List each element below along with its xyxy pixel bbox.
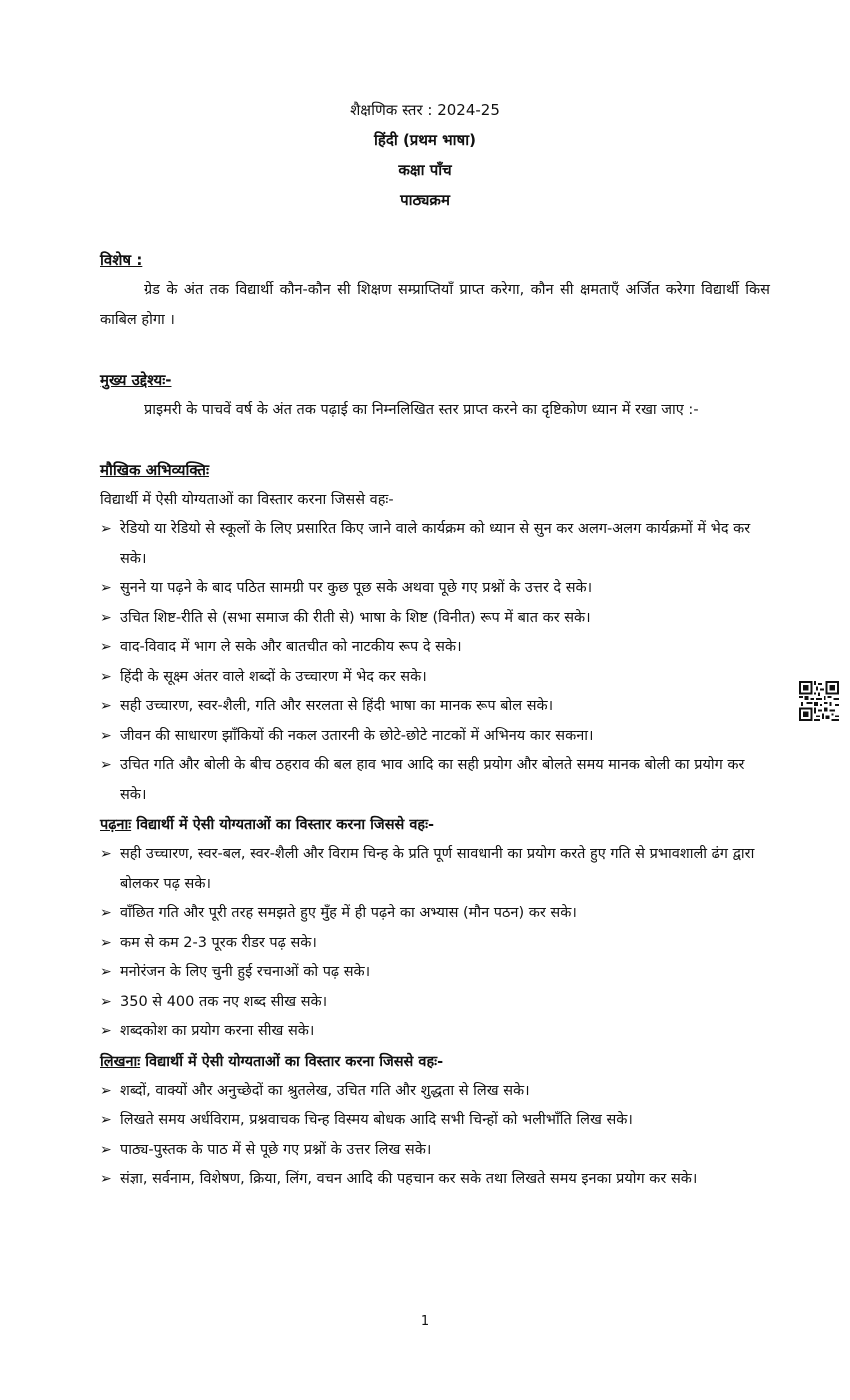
oral-list-item: [100, 751, 770, 810]
arrow-bullet-icon: ➢: [100, 609, 112, 626]
arrow-bullet-icon: ➢: [100, 1171, 112, 1187]
reading-list-item: [100, 929, 770, 959]
arrow-bullet-icon: ➢: [100, 1141, 112, 1158]
syllabus-title: पाठ्यक्रम: [400, 191, 450, 209]
reading-list-item: [100, 899, 770, 929]
writing-list-item: [100, 1077, 770, 1107]
writing-list-item: [100, 1165, 770, 1195]
subject-title: हिंदी (प्रथम भाषा): [374, 131, 476, 149]
reading-item-text: 350 से 400 तक नए शब्द सीख सके।: [120, 993, 328, 1010]
oral-list-item: [100, 692, 770, 722]
special-text: ग्रेड के अंत तक विद्यार्थी कौन-कौन सी शिक्षण सम्प्राप्तियाँ प्राप्त करेगा, कौन सी क्षमताएँ अर्जित करेगा विद्यार्थी किस काबिल होगा ।: [100, 282, 770, 328]
arrow-bullet-icon: ➢: [100, 580, 112, 596]
objective-text: प्राइमरी के पाचवें वर्ष के अंत तक पढ़ाई का निम्नलिखित स्तर प्राप्त करने का दृष्टिकोण ध्यान में रखा जाए :-: [144, 402, 699, 418]
oral-list-item: [100, 574, 770, 604]
oral-list-item: [100, 633, 770, 663]
reading-list-item: [100, 840, 770, 899]
reading-intro: विद्यार्थी में ऐसी योग्यताओं का विस्तार करना जिससे वहः-: [136, 817, 435, 833]
oral-item-text: रेडियो या रेडियो से स्कूलों के लिए प्रसारित किए जाने वाले कार्यक्रम को ध्यान से सुन कर अलग-अलग कार्यक्रमों में भेद कर सके।: [120, 521, 751, 567]
oral-list: [100, 515, 770, 810]
oral-item-text: वाद-विवाद में भाग ले सके और बातचीत को नाटकीय रूप दे सके।: [120, 639, 462, 655]
writing-heading: लिखनाः: [100, 1053, 141, 1070]
arrow-bullet-icon: ➢: [100, 964, 112, 980]
reading-heading: पढ़नाः: [100, 817, 132, 833]
oral-intro: विद्यार्थी में ऐसी योग्यताओं का विस्तार करना जिससे वहः-: [100, 492, 394, 508]
arrow-bullet-icon: ➢: [100, 521, 112, 537]
arrow-bullet-icon: ➢: [100, 757, 112, 773]
oral-list-item: [100, 663, 770, 693]
page-number: 1: [420, 1314, 430, 1329]
oral-list-item: [100, 722, 770, 752]
reading-item-text: कम से कम 2-3 पूरक रीडर पढ़ सके।: [120, 934, 317, 951]
arrow-bullet-icon: ➢: [100, 846, 112, 862]
oral-item-text: सही उच्चारण, स्वर-शैली, गति और सरलता से हिंदी भाषा का मानक रूप बोल सके।: [120, 698, 554, 714]
reading-heading-line: [100, 810, 770, 840]
objective-heading: मुख्य उद्देश्यः-: [100, 371, 172, 389]
document-header: [0, 95, 850, 215]
writing-item-text: लिखते समय अर्धविराम, प्रश्नवाचक चिन्ह विस्मय बोधक आदि सभी चिन्हों को भलीभाँति लिख सके।: [120, 1112, 633, 1128]
writing-intro: विद्यार्थी में ऐसी योग्यताओं का विस्तार करना जिससे वहः-: [145, 1053, 444, 1070]
class-title: कक्षा पाँच: [398, 161, 452, 179]
reading-item-text: वाँछित गति और पूरी तरह समझते हुए मुँह में ही पढ़ने का अभ्यास (मौन पठन) कर सके।: [120, 905, 577, 921]
special-heading: विशेष :: [100, 251, 143, 269]
arrow-bullet-icon: ➢: [100, 727, 112, 744]
writing-item-text: पाठ्य-पुस्तक के पाठ में से पूछे गए प्रश्नों के उत्तर लिख सके।: [120, 1141, 432, 1158]
reading-list-item: [100, 988, 770, 1018]
oral-item-text: सुनने या पढ़ने के बाद पठित सामग्री पर कुछ पूछ सके अथवा पूछे गए प्रश्नों के उत्तर दे सके।: [120, 580, 593, 596]
writing-heading-line: [100, 1047, 770, 1077]
writing-item-text: संज्ञा, सर्वनाम, विशेषण, क्रिया, लिंग, वचन आदि की पहचान कर सके तथा लिखते समय इनका प्रयोग कर सके।: [120, 1171, 698, 1187]
oral-item-text: उचित गति और बोली के बीच ठहराव की बल हाव भाव आदि का सही प्रयोग और बोलते समय मानक बोली का प्रयोग कर सके।: [120, 757, 745, 803]
arrow-bullet-icon: ➢: [100, 639, 112, 655]
arrow-bullet-icon: ➢: [100, 1112, 112, 1128]
arrow-bullet-icon: ➢: [100, 905, 112, 921]
oral-list-item: [100, 604, 770, 634]
qr-code-icon: [799, 681, 839, 721]
oral-item-text: हिंदी के सूक्ष्म अंतर वाले शब्दों के उच्चारण में भेद कर सके।: [120, 668, 427, 685]
writing-list-item: [100, 1106, 770, 1136]
arrow-bullet-icon: ➢: [100, 1082, 112, 1099]
reading-list-item: [100, 958, 770, 988]
oral-item-text: जीवन की साधारण झाँकियों की नकल उतारनी के छोटे-छोटे नाटकों में अभिनय कार सकना।: [120, 727, 594, 744]
reading-item-text: मनोरंजन के लिए चुनी हुई रचनाओं को पढ़ सके।: [120, 964, 371, 980]
arrow-bullet-icon: ➢: [100, 993, 112, 1010]
reading-list-item: [100, 1017, 770, 1047]
session-line: शैक्षणिक स्तर : 2024-25: [350, 101, 500, 119]
document-body: [100, 245, 770, 1195]
reading-item-text: सही उच्चारण, स्वर-बल, स्वर-शैली और विराम चिन्ह के प्रति पूर्ण सावधानी का प्रयोग करते हुए गति से प्रभावशाली ढंग द्वारा बोलकर पढ़ सके।: [120, 846, 755, 892]
arrow-bullet-icon: ➢: [100, 934, 112, 951]
reading-item-text: शब्दकोश का प्रयोग करना सीख सके।: [120, 1023, 315, 1039]
writing-list-item: [100, 1136, 770, 1166]
oral-item-text: उचित शिष्ट-रीति से (सभा समाज की रीती से) भाषा के शिष्ट (विनीत) रूप में बात कर सके।: [120, 609, 591, 626]
arrow-bullet-icon: ➢: [100, 698, 112, 714]
reading-list: [100, 840, 770, 1047]
oral-heading: मौखिक अभिव्यक्तिः: [100, 461, 209, 479]
writing-item-text: शब्दों, वाक्यों और अनुच्छेदों का श्रुतलेख, उचित गति और शुद्धता से लिख सके।: [120, 1082, 530, 1099]
writing-list: [100, 1077, 770, 1195]
arrow-bullet-icon: ➢: [100, 1023, 112, 1039]
arrow-bullet-icon: ➢: [100, 668, 112, 685]
oral-list-item: [100, 515, 770, 574]
